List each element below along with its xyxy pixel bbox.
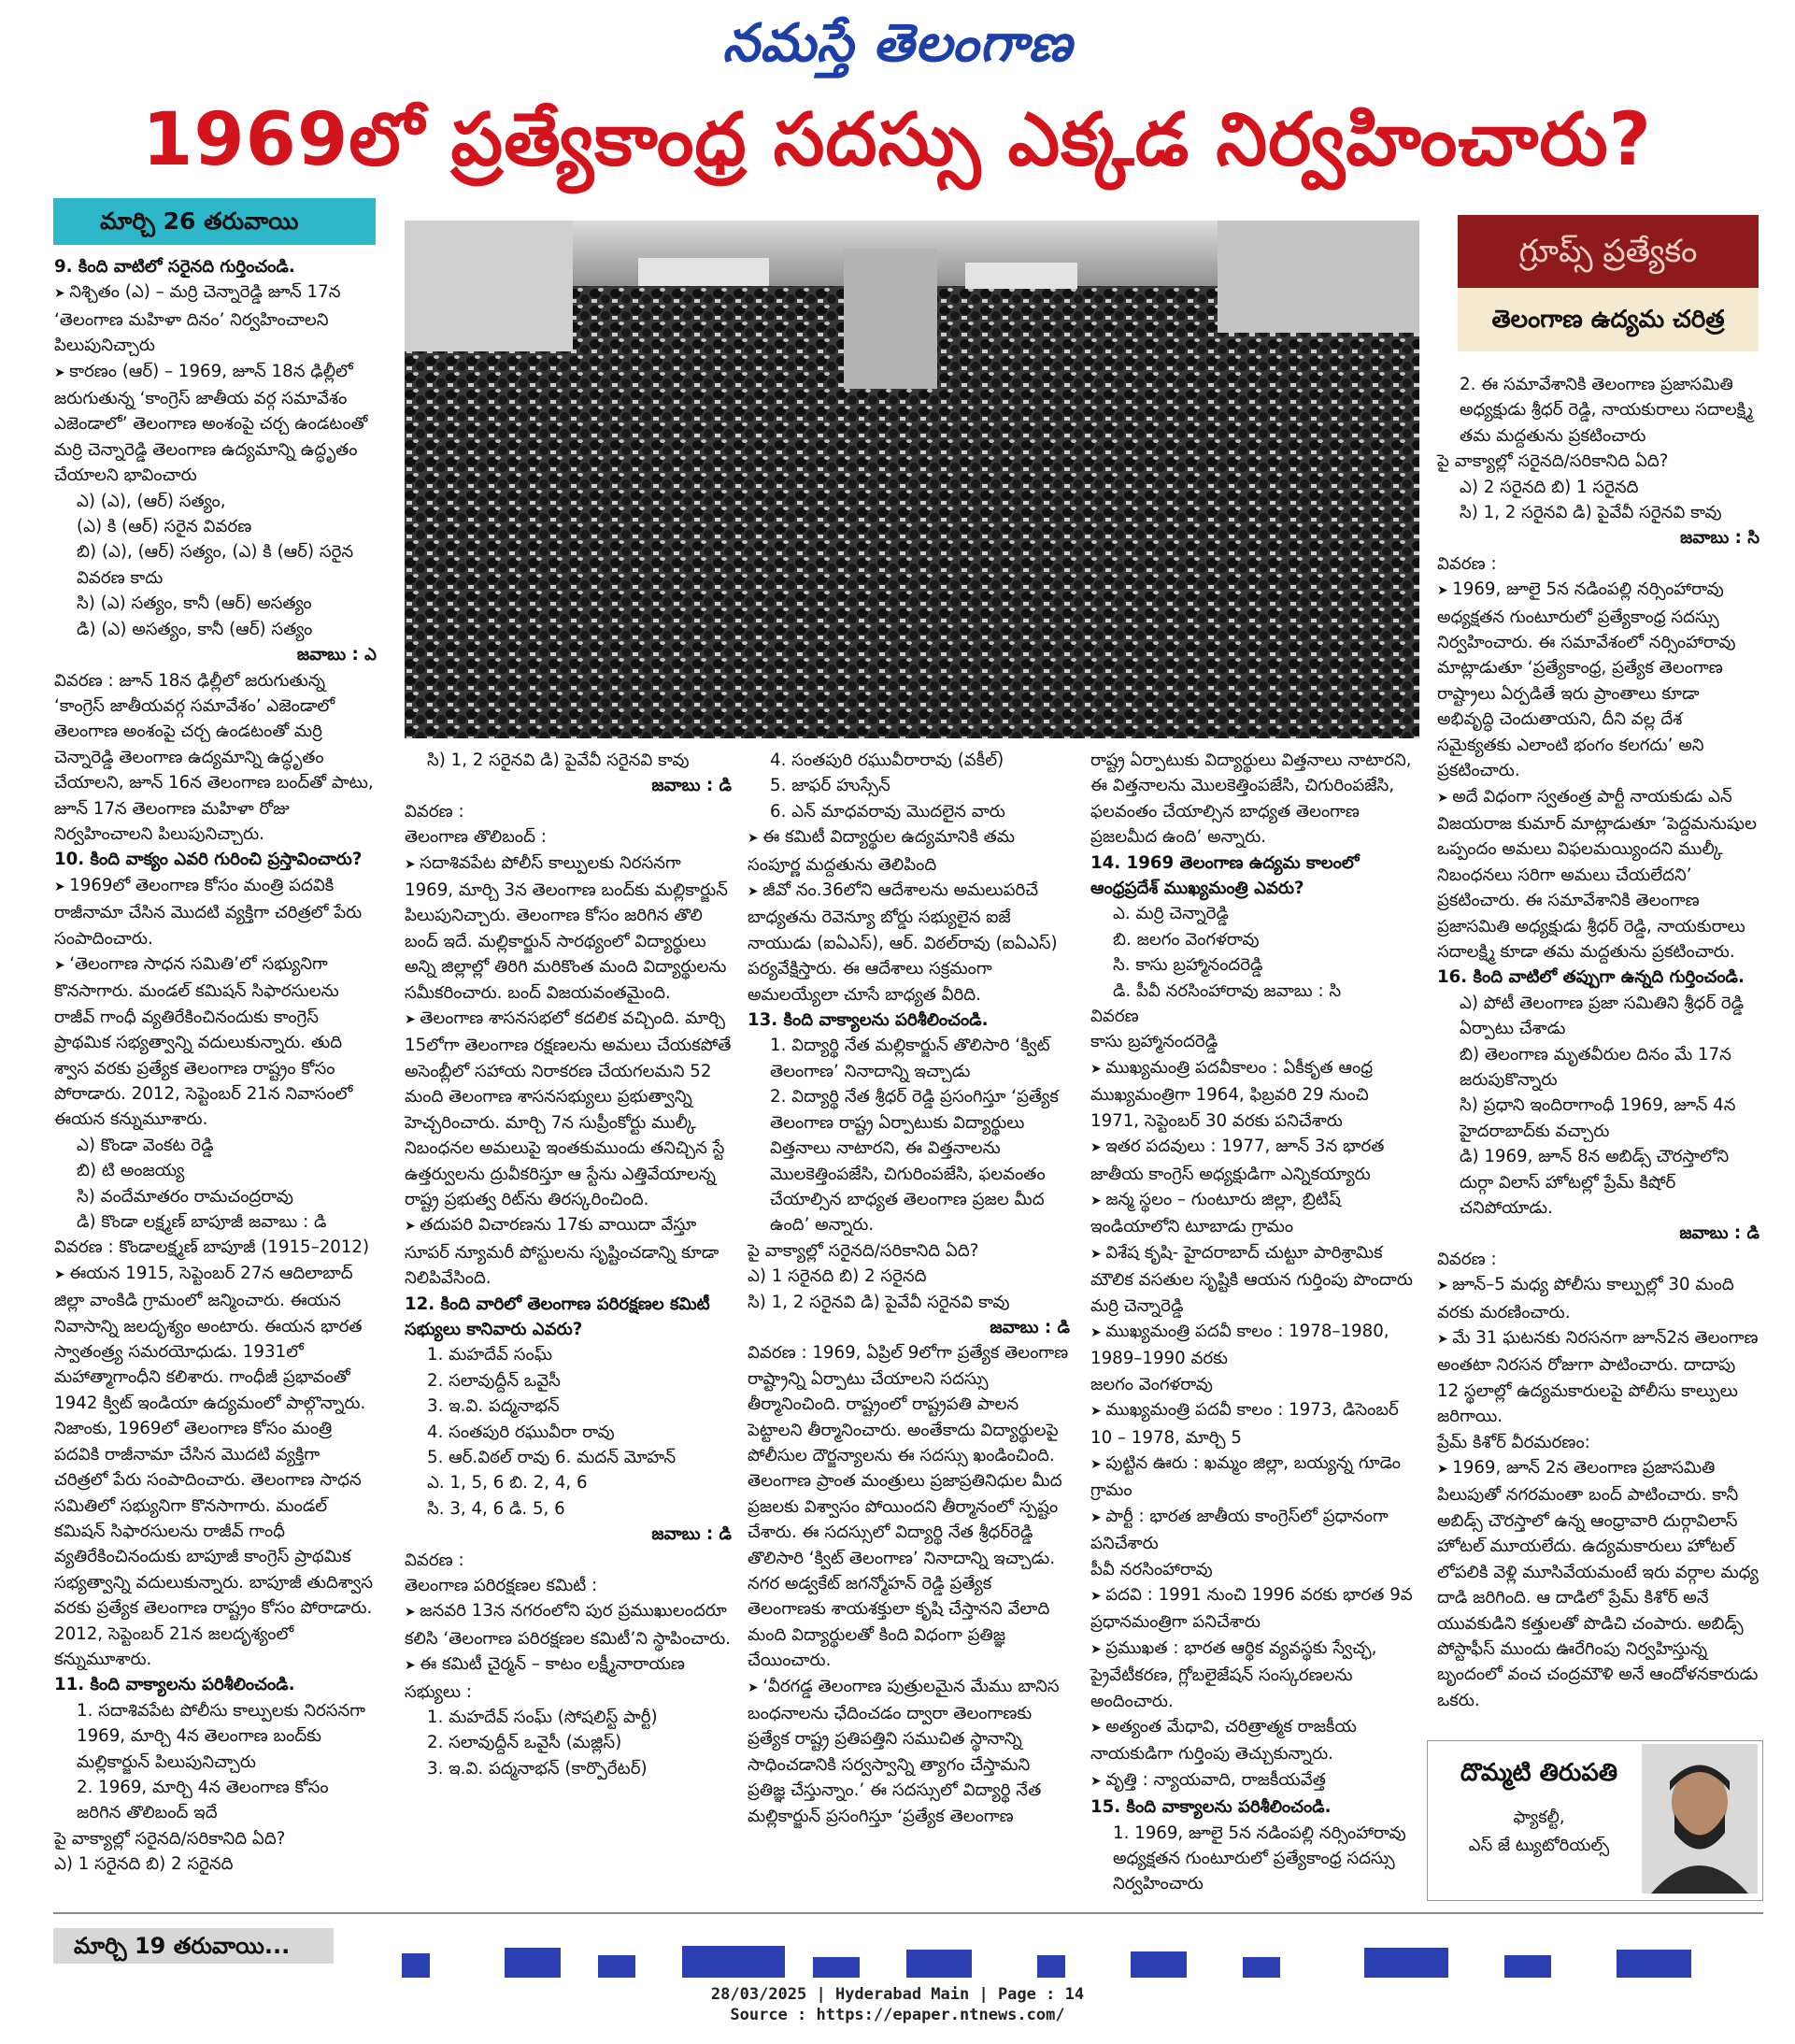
col5-paragraph: ఎ) 2 సరైనది బి) 1 సరైనది (1460, 477, 1639, 497)
col1-paragraph: (ఎ) కి (ఆర్) సరైన వివరణ (77, 517, 252, 537)
col2-paragraph: ఎ. 1, 5, 6 బి. 2, 4, 6 (427, 1473, 588, 1494)
col2-paragraph: వివరణ : (405, 1550, 464, 1570)
col3-paragraph: ➤ ఈ కమిటీ విద్యార్థుల ఉద్యమానికి తమ సంపూర్ణ మద్దతును తెలిపింది (748, 824, 1070, 878)
crowd-image (405, 221, 1419, 738)
col1-paragraph: డి) కొండా లక్ష్మణ్ బాపూజీ జవాబు : డి (77, 1212, 327, 1233)
column-5 (1437, 372, 1759, 1713)
col2-paragraph: 1. మహదేవ్ సంఘ్ (సోషలిస్ట్ పార్టీ) (427, 1708, 658, 1728)
col5-paragraph: వివరణ : (1437, 553, 1497, 574)
col2-paragraph: సి) 1, 2 సరైనవి డి) పైవేవీ సరైనవి కావు (427, 750, 690, 770)
col2-paragraph: 3. ఇ.వి. పద్మనాభన్ (427, 1396, 560, 1417)
col5-paragraph: 16. కింది వాటిలో తప్పుగా ఉన్నది గుర్తించండి. (1437, 967, 1745, 988)
col4-paragraph: ➤ పదవి : 1991 నుంచి 1996 వరకు భారత 9వ ప్రధానమంత్రిగా పనిచేశారు (1090, 1582, 1417, 1636)
col4-paragraph: ➤ ముఖ్యమంత్రి పదవీ కాలం : 1973, డిసెంబర్ 10 – 1978, మార్చి 5 (1090, 1397, 1417, 1451)
col4-paragraph: మర్రి చెన్నారెడ్డి (1090, 1295, 1184, 1316)
col5-paragraph: 2. ఈ సమావేశానికి తెలంగాణ ప్రజాసమితి అధ్యక్షుడు శ్రీధర్ రెడ్డి, నాయకురాలు సదాలక్ష్మి తమ మద్దతును ప్రకటించారు (1460, 375, 1753, 446)
col4-paragraph: వివరణ (1090, 1007, 1139, 1027)
column-1 (54, 254, 377, 1878)
col4-paragraph: 15. కింది వాక్యాలను పరిశీలించండి. (1090, 1797, 1332, 1818)
col5-paragraph: డి) 1969, జూన్ 8న అబిడ్స్ చౌరస్తాలోని దుర్గా విలాస్ హోటల్లో ప్రేమ్ కిషోర్ చనిపోయాడు. (1460, 1147, 1730, 1218)
col2-paragraph: 12. కింది వారిలో తెలంగాణ పరిరక్షణల కమిటీ సభ్యులు కానివారు ఎవరు? (405, 1294, 710, 1339)
masthead-logo: నమస్తే తెలంగాణ (722, 13, 1073, 74)
author-portrait-icon (1642, 1744, 1758, 1894)
author-name: దొమ్మటి తిరుపతి (1460, 1759, 1618, 1787)
col5-paragraph: జవాబు : సి (1680, 528, 1759, 549)
col2-paragraph: వివరణ : (405, 801, 464, 822)
col2-paragraph: ➤ సదాశివపేట పోలీస్ కాల్పులకు నిరసనగా 1969, మార్చి 3న తెలంగాణ బంద్‌కు మల్లికార్జున్ పిలుపునిచ్చారు. తెలంగాణ కోసం జరిగిన తొలి బంద్ ఇదే. మల్లికార్జున్ సారథ్యంలో విద్యార్థులు అన్ని జిల్లాల్లో తిరిగి మరికొంత మంది విద్యార్థులను సమీకరించారు. బంద్ విజయవంతమైంది. (405, 850, 732, 1006)
col2-paragraph: తెలంగాణ తొలిబంద్ : (405, 827, 547, 848)
col5-paragraph: పై వాక్యాల్లో సరైనది/సరికానిది ఏది? (1437, 451, 1669, 472)
col1-paragraph: ఎ) కొండా వెంకట రెడ్డి (77, 1135, 214, 1155)
col4-paragraph: ➤ వృత్తి : న్యాయవాది, రాజకీయవేత్త (1090, 1767, 1417, 1794)
col1-paragraph: జవాబు : ఎ (296, 645, 377, 665)
author-role (1436, 1804, 1642, 1860)
col1-paragraph: బి) టి అంజయ్య (77, 1161, 185, 1181)
col4-paragraph: బి. జలగం వెంగళరావు (1113, 929, 1260, 950)
col1-paragraph: ➤ ఈయన 1915, సెప్టెంబర్ 27న ఆదిలాబాద్ జిల్లా వాంకిడి గ్రామంలో జన్మించారు. ఈయన నివాసాన్ని జలదృశ్యం అంటారు. ఈయన భారత స్వాతంత్ర్య సమరయోధుడు. 1931లో మహాత్మాగాంధీని కలిశారు. గాంధీజీ ప్రభావంతో 1942 క్విట్ ఇండియా ఉద్యమంలో పాల్గొన్నారు. నిజాంకు, 1969లో తెలంగాణ కోసం మంత్రి పదవికి రాజీనామా చేసిన మొదటి వ్యక్తిగా చరిత్రలో పేరు సంపాదించారు. తెలంగాణ సాధన సమితిలో సభ్యునిగా కొనసాగారు. మండల్ కమిషన్ సిఫారసులను రాజీవ్ గాంధీ వ్యతిరేకించినందుకు బాపూజీ కాంగ్రెస్ ప్రాథమిక సభ్యత్వాన్ని వదులుకున్నారు. బాపూజీ తుదిశ్వాస వరకు ప్రత్యేక తెలంగాణ రాష్ట్రం కోసం పోరాడారు. 2012, సెప్టెంబర్ 21న జలదృశ్యంలో కన్నుమూశారు. (54, 1261, 377, 1673)
col3-paragraph: పై వాక్యాల్లో సరైనది/సరికానిది ఏది? (748, 1240, 979, 1261)
col2-paragraph: 4. సంతపురి రఘువీరా రావు (427, 1422, 615, 1442)
series-title: గ్రూప్స్ ప్రత్యేకం (1458, 215, 1759, 288)
protest-crowd-photo (405, 221, 1419, 738)
col1-paragraph: వివరణ : జూన్ 18న ఢిల్లీలో జరుగుతున్న ‘కాంగ్రెస్ జాతీయవర్గ సమావేశం’ ఎజెండాలో తెలంగాణ అంశంపై చర్చ ఉండటంతో మర్రి చెన్నారెడ్డి తెలంగాణ ఉద్యమాన్ని ఉద్ధృతం చేయాలని, జూన్ 16న తెలంగాణ బంద్‌తో పాటు, జూన్ 17న తెలంగాణ మహిళా రోజు నిర్వహించాలని పిలుపునిచ్చారు. (54, 670, 374, 844)
masthead (0, 0, 1795, 93)
column-2 (405, 748, 732, 1781)
col4-paragraph: ➤ ముఖ్యమంత్రి పదవీ కాలం : 1978–1980, 1989–1990 వరకు (1090, 1319, 1417, 1372)
col5-paragraph: ప్రేమ్ కిశోర్ వీరమరణం: (1437, 1432, 1590, 1452)
col5-paragraph: ➤ అదే విధంగా స్వతంత్ర పార్టీ నాయకుడు ఎన్ విజయరాజ కుమార్ మాట్లాడుతూ ‘పెద్దమనుషుల ఒప్పందం అమలు విఫలమయ్యిందని ముల్కీ నిబంధనలు సరిగా అమలు చేయలేదని’ ప్రకటించారు. ఈ సమావేశానికి తెలంగాణ ప్రజాసమితి అధ్యక్షుడు శ్రీధర్ రెడ్డి, నాయకురాలు సదాలక్ష్మి కూడా తమ మద్దతును ప్రకటించారు. (1437, 784, 1759, 965)
col1-paragraph: 9. కింది వాటిలో సరైనది గుర్తించండి. (54, 257, 295, 277)
col2-paragraph: తెలంగాణ పరిరక్షణల కమిటీ : (405, 1576, 598, 1595)
divider (53, 1912, 1763, 1914)
col4-paragraph: ➤ ప్రముఖత : భారత ఆర్థిక వ్యవస్థకు స్వేచ్ఛ, ప్రైవేటీకరణ, గ్లోబలైజేషన్ సంస్కరణలను అందించారు. (1090, 1636, 1417, 1714)
col3-paragraph: 1. విద్యార్థి నేత మల్లికార్జున్ తొలిసారి ‘క్విట్ తెలంగాణ’ నినాదాన్ని ఇచ్చాడు (770, 1036, 1050, 1081)
col4-paragraph: సి. కాసు బ్రహ్మానందరెడ్డి (1113, 955, 1263, 976)
col1-paragraph: 1. సదాశివపేట పోలీసు కాల్పులకు నిరసనగా 1969, మార్చి 4న తెలంగాణ బంద్‌కు మల్లికార్జున్ పిలుపునిచ్చారు (77, 1700, 366, 1772)
col5-paragraph: ➤ 1969, జూలై 5న నడింపల్లి నర్సింహారావు అధ్యక్షతన గుంటూరులో ప్రత్యేకాంధ్ర సదస్సు నిర్వహించారు. ఈ సమావేశంలో నర్సింహారావు మాట్లాడుతూ ‘ప్రత్యేకాంధ్ర, ప్రత్యేక తెలంగాణ రాష్ట్రాలు ఏర్పడితే ఇరు ప్రాంతాలు కూడా అభివృద్ధి చెందుతాయని, దీని వల్ల దేశ సమైక్యతకు ఎలాంటి భంగం కలగదు’ అని ప్రకటించారు. (1437, 577, 1759, 783)
col3-paragraph: 5. జాఫర్ హుస్సేన్ (770, 776, 890, 796)
col4-paragraph: జలగం వెంగళరావు (1090, 1374, 1213, 1394)
col2-paragraph: 2. సలావుద్దీన్ ఒవైసీ (మజ్లిస్) (427, 1733, 622, 1753)
col5-paragraph: జవాబు : డి (1679, 1223, 1759, 1244)
col2-paragraph: 1. మహదేవ్ సంఘ్ (427, 1345, 552, 1365)
column-3 (748, 748, 1070, 1829)
col1-paragraph: వివరణ : కొండాలక్ష్మణ్ బాపూజీ (1915–2012) (54, 1237, 370, 1258)
col4-paragraph: కాసు బ్రహ్మానందరెడ్డి (1090, 1032, 1218, 1052)
col4-paragraph: రాష్ట్ర ఏర్పాటుకు విద్యార్థులు విత్తనాలు నాటారని, ఈ విత్తనాలను మొలకెత్తింపజేసి, చిగురింపజేసి, ఫలవంతం చేయాల్సిన బాధ్యత తెలంగాణ ప్రజలమీద ఉంది’ అన్నారు. (1090, 750, 1412, 848)
col5-paragraph: ➤ జూన్–5 మధ్య పోలీసు కాల్పుల్లో 30 మంది వరకు మరణించారు. (1437, 1272, 1759, 1325)
col3-paragraph: వివరణ : 1969, ఏప్రిల్ 9లోగా ప్రత్యేక తెలంగాణ రాష్ట్రాన్ని ఏర్పాటు చేయాలని సదస్సు తీర్మానించింది. రాష్ట్రంలో రాష్ట్రపతి పాలన పెట్టాలని తీర్మానించారు. అంతేకాదు విద్యార్థులపై పోలీసుల దౌర్జన్యాలను ఈ సదస్సు ఖండించింది. తెలంగాణ ప్రాంత మంత్రులు ప్రజాప్రతినిధుల మీద ప్రజలకు విశ్వాసం పోయిందని తీర్మానంలో స్పష్టం చేశారు. ఈ సదస్సులో విద్యార్థి నేత శ్రీధర్‌రెడ్డి తొలిసారి ‘క్విట్ తెలంగాణ’ నినాదాన్ని ఇచ్చాడు. నగర అడ్వకేట్ జగన్మోహన్ రెడ్డి ప్రత్యేక తెలంగాణకు శాయశక్తులా కృషి చేస్తానని వేలాది మంది విద్యార్థులతో కింది విధంగా ప్రతిజ్ఞ చేయించారు. (748, 1343, 1069, 1671)
col2-paragraph: సి. 3, 4, 6 డి. 5, 6 (427, 1498, 565, 1519)
col3-paragraph: 6. ఎన్ మాధవరావు మొదలైన వారు (770, 801, 1005, 822)
col1-paragraph: డి) (ఎ) అసత్యం, కానీ (ఆర్) సత్యం (77, 619, 313, 639)
col3-paragraph: సి) 1, 2 సరైనవి డి) పైవేవీ సరైనవి కావు (748, 1292, 1010, 1312)
col1-paragraph: ➤ 1969లో తెలంగాణ కోసం మంత్రి పదవికి రాజీనామా చేసిన మొదటి వ్యక్తిగా చరిత్రలో పేరు సంపాదించారు. (54, 873, 377, 951)
col5-paragraph: సి) 1, 2 సరైనవి డి) పైవేవీ సరైనవి కావు (1460, 503, 1722, 523)
col2-paragraph: ➤ తెలంగాణ శాసనసభలో కదలిక వచ్చింది. మార్చి 15లోగా తెలంగాణ రక్షణలను అమలు చేయకపోతే అసెంబ్లీలో సహాయ నిరాకరణ చేయగలమని 52 మంది తెలంగాణ శాసనసభ్యులు ప్రభుత్వాన్ని హెచ్చరించారు. మార్చి 7న సుప్రీంకోర్టు ముల్కీ నిబంధనల అమలుపై ఇంతకుముందు తనిచ్చిన స్టే ఉత్తర్వులను ద్రువీకరిస్తూ ఆ స్టేను ఎత్తివేయాలన్న రాష్ట్ర ప్రభుత్వ రిట్‌ను తిరస్కరించింది. (405, 1006, 732, 1212)
col3-paragraph: ➤ ‘వీరగడ్డ తెలంగాణ పుత్రులమైన మేము బానిస బంధనాలను ఛేదించడం ద్వారా తెలంగాణకు ప్రత్యేక రాష్ట్ర ప్రతిపత్తిని సముచిత స్థానాన్ని సాధించడానికి సర్వస్వాన్ని త్యాగం చేస్తామని ప్రతిజ్ఞ చేస్తున్నాం.’ ఈ సదస్సులో విద్యార్థి నేత మల్లికార్జున్ ప్రసంగిస్తూ ‘ప్రత్యేక తెలంగాణ (748, 1674, 1070, 1829)
col1-paragraph: సి) వందేమాతరం రామచంద్రరావు (77, 1186, 293, 1207)
column-4 (1090, 748, 1417, 1897)
col4-paragraph: 1. 1969, జూలై 5న నడింపల్లి నర్సింహారావు అధ్యక్షతన గుంటూరులో ప్రత్యేకాంధ్ర సదస్సు నిర్వహించారు (1113, 1822, 1406, 1894)
col5-paragraph: ఎ) పోటీ తెలంగాణ ప్రజా సమితిని శ్రీధర్ రెడ్డి ఏర్పాటు చేశాడు (1460, 993, 1745, 1039)
col2-paragraph: 3. ఇ.వి. పద్మనాభన్ (కార్పొరేటర్) (427, 1758, 648, 1779)
col3-paragraph: 2. విద్యార్థి నేత శ్రీధర్ రెడ్డి ప్రసంగిస్తూ ‘ప్రత్యేక తెలంగాణ రాష్ట్ర ఏర్పాటుకు విద్యార్థులు విత్తనాలు నాటారని, ఈ విత్తనాలను మొలకెత్తింపజేసి, చిగురింపజేసి, ఫలవంతం చేయాల్సిన బాధ్యత తెలంగాణ ప్రజల మీద ఉంది’ అన్నారు. (770, 1087, 1059, 1236)
col4-paragraph: ➤ విశేష కృషి- హైదరాబాద్ చుట్టూ పారిశ్రామిక మౌలిక వసతుల సృష్టికి ఆయన గుర్తింపు పొందారు (1090, 1240, 1417, 1294)
headline: 1969లో ప్రత్యేకాంధ్ర సదస్సు ఎక్కడ నిర్వహించారు? (142, 98, 1652, 182)
col4-paragraph: ➤ ముఖ్యమంత్రి పదవీకాలం : ఏకీకృత ఆంధ్ర ముఖ్యమంత్రిగా 1964, ఫిబ్రవరి 29 నుంచి 1971, సెప్టెంబర్ 30 వరకు పనిచేశారు (1090, 1055, 1417, 1134)
col4-paragraph: ఎ. మర్రి చెన్నారెడ్డి (1113, 904, 1229, 924)
col5-paragraph: ➤ 1969, జూన్ 2న తెలంగాణ ప్రజాసమితి పిలుపుతో నగరమంతా బంద్ పాటించారు. కానీ అబిడ్స్ చౌరస్తాలో ఉన్న ఆంధ్రావారి దుర్గావిలాస్ హోటల్ మూయలేదు. ఉద్యమకారులు హోటల్ లోపలికి వెళ్లి మూసివేయమంటే ఇరు వర్గాల మధ్య దాడి జరిగింది. ఆ దాడిలో ప్రేమ్ కిశోర్ అనే యువకుడిని కత్తులతో పొడిచి చంపారు. అబిడ్స్ పోస్టాఫీస్ ముందు ఊరేగింపు నిర్వహిస్తున్న బృందంలో వంచ చంద్రమౌళి అనే ఆందోళనకారుడు ఒకరు. (1437, 1455, 1759, 1713)
col2-paragraph: జవాబు : డి (651, 1524, 732, 1545)
continuation-tag: మార్చి 26 తరువాయి (53, 198, 376, 245)
col1-paragraph: ➤ ‘తెలంగాణ సాధన సమితి’లో సభ్యునిగా కొనసాగారు. మండల్ కమిషన్ సిఫారసులను రాజీవ్ గాంధీ వ్యతిరేకించినందుకు కాంగ్రెస్ ప్రాథమిక సభ్యత్వాన్ని వదులుకున్నారు. తుది శ్వాస వరకు ప్రత్యేక తెలంగాణ రాష్ట్రం కోసం పోరాడారు. 2012, సెప్టెంబర్ 21న నివాసంలో ఈయన కన్నుమూశారు. (54, 951, 377, 1133)
col2-paragraph: 2. సలావుద్దీన్ ఒవైసీ (427, 1370, 561, 1391)
col2-paragraph: 5. ఆర్.విఠల్ రావు 6. మదన్ మోహన్ (427, 1447, 677, 1467)
col1-paragraph: 11. కింది వాక్యాలను పరిశీలించండి. (54, 1675, 295, 1695)
col2-paragraph: ➤ తదుపరి విచారణను 17కు వాయిదా వేస్తూ సూపర్ న్యూమరీ పోస్టులను సృష్టించడాన్ని కూడా నిలిపివేసింది. (405, 1212, 732, 1291)
col1-paragraph: పై వాక్యాల్లో సరైనది/సరికానిది ఏది? (54, 1828, 286, 1849)
author-role-title: ఫ్యాకల్టీ, (1513, 1808, 1565, 1827)
next-headline-strip (402, 1946, 1766, 1978)
col4-paragraph: పీవీ నరసింహారావు (1090, 1559, 1213, 1579)
col3-paragraph: ➤ జీవో నం.36లోని ఆదేశాలను అమలుపరిచే బాధ్యతను రెవెన్యూ బోర్డు సభ్యులైన ఐజే నాయుడు (ఐఏఎస్), ఆర్. విఠల్‌రావు (ఐఏఎస్) పర్యవేక్షిస్తారు. ఈ ఆదేశాలు సక్రమంగా అమలయ్యేలా చూసే బాధ్యత వీరిది. (748, 878, 1070, 1008)
col4-paragraph: ➤ జన్మ స్థలం – గుంటూరు జిల్లా, బ్రిటిష్ ఇండియాలోని టూబాడు గ్రామం (1090, 1187, 1417, 1240)
author-role-org: ఎస్ జే ట్యుటోరియల్స్ (1468, 1836, 1610, 1855)
bottom-continuation-tag: మార్చి 19 తరువాయి... (53, 1928, 334, 1964)
col2-paragraph: ➤ ఈ కమిటీ చైర్మన్ – కాటం లక్ష్మీనారాయణ (405, 1651, 732, 1679)
col1-paragraph: 2. 1969, మార్చి 4న తెలంగాణ కోసం జరిగిన తొలిబంద్ ఇదే (77, 1777, 329, 1823)
series-box (1458, 215, 1759, 360)
col1-paragraph: సి) (ఎ) సత్యం, కానీ (ఆర్) అసత్యం (77, 593, 312, 614)
col4-paragraph: ➤ ఇతర పదవులు : 1977, జూన్ 3న భారత జాతీయ కాంగ్రెస్ అధ్యక్షుడిగా ఎన్నికయ్యారు (1090, 1134, 1417, 1187)
col4-paragraph: డి. పీవీ నరసింహారావు జవాబు : సి (1113, 980, 1342, 1001)
footer-date-page: 28/03/2025 | Hyderabad Main | Page : 14 (710, 1985, 1085, 2004)
col2-paragraph: జవాబు : డి (651, 776, 732, 796)
col4-paragraph: ➤ పార్టీ : భారత జాతీయ కాంగ్రెస్‌లో ప్రధానంగా పనిచేశారు (1090, 1504, 1417, 1557)
col5-paragraph: బి) తెలంగాణ మృతవీరుల దినం మే 17న జరుపుకొన్నారు (1460, 1044, 1731, 1090)
col5-paragraph: వివరణ : (1437, 1249, 1497, 1269)
col1-paragraph: ➤ కారణం (ఆర్) – 1969, జూన్ 18న ఢిల్లీలో జరుగుతున్న ‘కాంగ్రెస్ జాతీయ వర్గ సమావేశం ఎజెండాలో’ తెలంగాణ అంశంపై చర్చ ఉండటంతో మర్రి చెన్నారెడ్డి తెలంగాణ ఉద్యమాన్ని ఉద్ధృతం చేయాలని భావించారు (54, 359, 377, 489)
cropped-headline-icon (402, 1946, 1766, 1978)
col4-paragraph: 14. 1969 తెలంగాణ ఉద్యమ కాలంలో ఆంధ్రప్రదేశ్ ముఖ్యమంత్రి ఎవరు? (1090, 852, 1360, 899)
col3-paragraph: జవాబు : డి (990, 1317, 1070, 1337)
col1-paragraph: ఎ) 1 సరైనది బి) 2 సరైనది (54, 1854, 234, 1875)
series-subtitle: తెలంగాణ ఉద్యమ చరిత్ర (1458, 288, 1759, 351)
col5-paragraph: సి) ప్రధాని ఇందిరాగాంధీ 1969, జూన్ 4న హైదరాబాద్‌కు వచ్చారు (1460, 1095, 1736, 1141)
author-photo (1642, 1744, 1758, 1894)
col3-paragraph: 13. కింది వాక్యాలను పరిశీలించండి. (748, 1010, 989, 1031)
col4-paragraph: ➤ అత్యంత మేధావి, చరిత్రాత్మక రాజకీయ నాయకుడిగా గుర్తింపు తెచ్చుకున్నారు. (1090, 1714, 1417, 1767)
col1-paragraph: ఎ) (ఎ), (ఆర్) సత్యం, (77, 491, 226, 511)
col1-paragraph: 10. కింది వాక్యం ఎవరి గురించి ప్రస్తావించారు? (54, 850, 363, 870)
col1-paragraph: ➤ నిశ్చితం (ఎ) – మర్రి చెన్నారెడ్డి జూన్ 17న ‘తెలంగాణ మహిళా దినం’ నిర్వహించాలని పిలుపునిచ్చారు (54, 279, 377, 358)
col2-paragraph: ➤ జనవరి 13న నగరంలోని పుర ప్రముఖులందరూ కలిసి ‘తెలంగాణ పరిరక్షణల కమిటీ’ని స్థాపించారు. (405, 1598, 732, 1651)
col3-paragraph: 4. సంతపురి రఘువీరారావు (వకీల్) (770, 750, 1004, 770)
col5-paragraph: ➤ మే 31 ఘటనకు నిరసనగా జూన్2న తెలంగాణ అంతటా నిరసన రోజుగా పాటించారు. దాదాపు 12 స్థలాల్లో ఉద్యమకారులపై పోలీసు కాల్పులు జరిగాయి. (1437, 1325, 1759, 1430)
col3-paragraph: ఎ) 1 సరైనది బి) 2 సరైనది (748, 1266, 927, 1287)
col4-paragraph: ➤ పుట్టిన ఊరు : ఖమ్మం జిల్లా, బయ్యన్న గూడెం గ్రామం (1090, 1451, 1417, 1504)
col2-paragraph: సభ్యులు : (405, 1681, 472, 1702)
footer-source: Source : https://epaper.ntnews.com/ (730, 2006, 1065, 2024)
col1-paragraph: బి) (ఎ), (ఆర్) సత్యం, (ఎ) కి (ఆర్) సరైన వివరణ కాదు (77, 542, 354, 588)
